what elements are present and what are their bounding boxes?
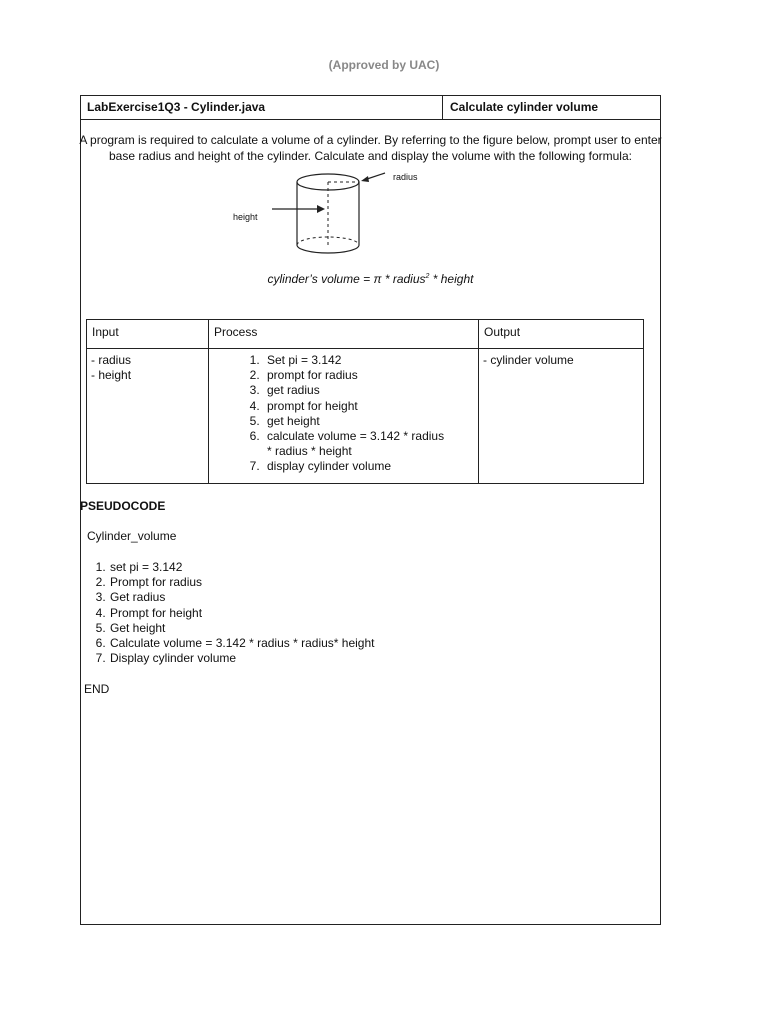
pseudocode-step: 4. Prompt for height [109, 606, 375, 621]
input-header: Input [87, 320, 208, 349]
height-arrowhead [317, 205, 325, 213]
height-label: height [233, 212, 258, 222]
pseudocode-step: 6. Calculate volume = 3.142 * radius * radius* height [109, 636, 375, 651]
input-item: - radius [91, 353, 132, 367]
pseudocode-step: 3. Get radius [109, 590, 375, 605]
output-item: - cylinder volume [483, 353, 574, 367]
process-step: 2. prompt for radius [263, 368, 478, 383]
process-step: 3. get radius [263, 383, 478, 398]
file-name-cell: LabExercise1Q3 - Cylinder.java [81, 96, 443, 119]
process-step: 1. Set pi = 3.142 [263, 353, 478, 368]
pseudocode-step: 5. Get height [109, 621, 375, 636]
process-step: 4. prompt for height [263, 399, 478, 414]
process-step: 6. calculate volume = 3.142 * radius * radius * height [263, 429, 447, 459]
pseudocode-step: 2. Prompt for radius [109, 575, 375, 590]
cylinder-figure [221, 166, 461, 271]
exercise-frame [80, 95, 661, 925]
pseudocode-step: 1. set pi = 3.142 [109, 560, 375, 575]
output-list [479, 349, 643, 368]
cylinder-bottom-front [297, 245, 359, 253]
input-column [87, 320, 209, 483]
problem-line-2: base radius and height of the cylinder. Calculate and display the volume with the following formula: [109, 149, 632, 163]
process-header: Process [209, 320, 478, 349]
radius-arrowhead [361, 176, 369, 182]
ipo-table [86, 319, 644, 484]
pseudocode-end: END [84, 682, 110, 696]
task-title-cell: Calculate cylinder volume [450, 100, 599, 114]
process-step: 5. get height [263, 414, 478, 429]
output-column [479, 320, 643, 483]
input-list [87, 349, 208, 383]
approval-note: (Approved by UAC) [328, 58, 440, 72]
process-step: 7. display cylinder volume [263, 459, 478, 474]
pseudocode-step: 7. Display cylinder volume [109, 651, 375, 666]
input-item: - height [91, 368, 132, 383]
pseudocode-steps [87, 560, 375, 666]
pseudocode-title: PSEUDOCODE [80, 499, 166, 513]
problem-line-1: A program is required to calculate a volume of a cylinder. By referring to the figure below, prompt user to enter [79, 133, 662, 147]
process-column [209, 320, 479, 483]
output-header: Output [479, 320, 643, 349]
process-list-wrap [209, 349, 478, 475]
radius-label: radius [393, 172, 418, 182]
volume-formula: cylinder’s volume = π * radius$^2$ * height [267, 272, 474, 286]
problem-statement [79, 132, 662, 164]
process-list [213, 353, 478, 475]
header-row [81, 96, 660, 120]
radius-arrow [367, 173, 385, 179]
pseudocode-name: Cylinder_volume [87, 529, 177, 543]
formula-exponent: 2 [425, 273, 430, 280]
